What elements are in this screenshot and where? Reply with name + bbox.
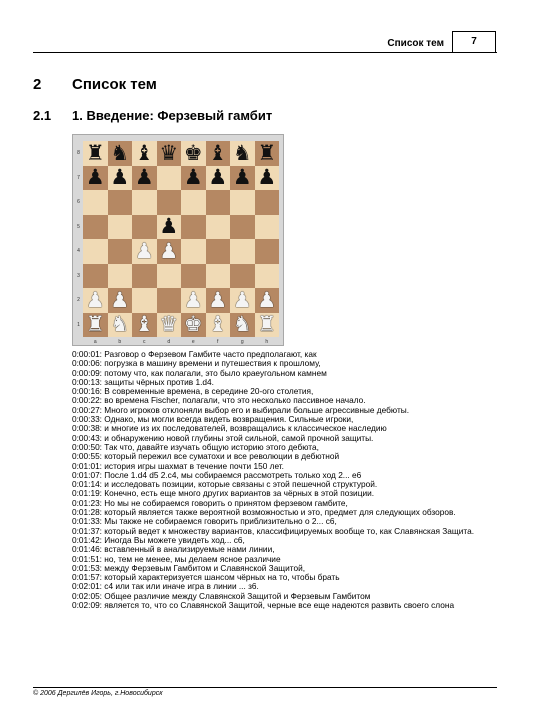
board-square: [181, 288, 206, 313]
section-number: 2.1: [33, 108, 52, 123]
board-square: [83, 239, 108, 264]
board-square: [108, 190, 133, 215]
black-pawn-icon: ♟: [85, 165, 105, 190]
transcript-line: 0:01:53: между Ферзевым Гамбитом и Славянской Защитой,: [72, 562, 306, 573]
black-rook-icon: ♜: [85, 140, 105, 165]
board-square: [83, 313, 108, 338]
transcript-line: 0:01:33: Мы также не собираемся говорить приблизительно о 2... c6,: [72, 516, 337, 527]
board-square: [157, 239, 182, 264]
board-square: [230, 190, 255, 215]
board-square: [230, 215, 255, 240]
black-pawn-icon: ♟: [208, 165, 228, 190]
rank-label: 6: [77, 199, 80, 205]
board-square: [181, 313, 206, 338]
footer-copyright: © 2006 Дергилёв Игорь, г.Новосибирск: [33, 690, 163, 697]
board-square: [108, 215, 133, 240]
black-king-icon: ♚: [183, 140, 203, 165]
transcript-line: 0:00:22: во времена Fischer, полагали, что это несколько пассивное начало.: [72, 395, 366, 406]
board-square: [157, 288, 182, 313]
board-square: [157, 215, 182, 240]
board-square: [230, 166, 255, 191]
board-square: [255, 215, 280, 240]
board-square: [132, 264, 157, 289]
white-queen-icon: ♛: [159, 312, 179, 337]
board-square: [157, 264, 182, 289]
rank-label: 7: [77, 174, 80, 181]
board-square: [255, 166, 280, 191]
file-label: e: [191, 339, 195, 345]
board-square: [230, 313, 255, 338]
board-square: [132, 313, 157, 338]
board-square: [255, 190, 280, 215]
white-bishop-icon: ♝: [208, 312, 228, 337]
board-square: [206, 141, 231, 166]
transcript-line: 0:00:01: Разговор о Ферзевом Гамбите часто предполагают, как: [72, 349, 317, 359]
board-square: [255, 239, 280, 264]
file-label: d: [167, 339, 171, 345]
white-pawn-icon: ♟: [183, 287, 203, 312]
rank-label: 5: [77, 223, 80, 230]
transcript-line: 0:01:14: и исследовать позиции, которые связаны с этой пешечной структурой.: [72, 479, 378, 490]
chess-board-diagram: [72, 134, 284, 346]
transcript-line: 0:01:42: Иногда Вы можете увидеть ход... c6,: [72, 534, 245, 545]
transcript-line: 0:00:13: защиты чёрных против 1.d4.: [72, 376, 214, 387]
black-pawn-icon: ♟: [110, 165, 130, 190]
transcript-line: 0:01:57: который характеризуется шансом чёрных на то, чтобы брать: [72, 572, 340, 583]
black-pawn-icon: ♟: [183, 165, 203, 190]
white-knight-icon: ♞: [110, 312, 130, 337]
transcript-line: 0:01:19: Конечно, есть еще много других вариантов за чёрных в этой позиции.: [72, 488, 375, 499]
board-square: [230, 141, 255, 166]
board-square: [206, 166, 231, 191]
transcript-line: 0:01:37: который ведет к множеству вариантов, классифицируемых вообще то, как Славянская Защита.: [72, 525, 474, 536]
board-square: [206, 215, 231, 240]
board-square: [157, 166, 182, 191]
black-pawn-icon: ♟: [257, 165, 277, 190]
board-square: [83, 215, 108, 240]
white-king-icon: ♚: [183, 312, 203, 337]
board-square: [181, 166, 206, 191]
transcript-line: 0:01:51: но, тем не менее, мы делаем ясное различие: [72, 553, 281, 564]
transcript-line: 0:00:38: и многие из их последователей, возвращались к классическое наследию: [72, 423, 387, 434]
black-bishop-icon: ♝: [208, 140, 228, 165]
rank-label: 4: [77, 248, 80, 254]
black-knight-icon: ♞: [232, 140, 252, 165]
chapter-number: 2: [33, 76, 42, 93]
chess-board: [83, 141, 279, 337]
transcript-line: 0:00:27: Много игроков отклоняли выбор его и выбирали больше агрессивные дебюты.: [72, 404, 410, 415]
transcript-line: 0:02:09: является то, что со Славянской Защитой, черные все еще надеются развить своего слона: [72, 600, 455, 611]
rank-label: 2: [77, 297, 80, 303]
black-pawn-icon: ♟: [232, 165, 252, 190]
section-title: 1. Введение: Ферзевый гамбит: [72, 108, 273, 123]
board-square: [181, 239, 206, 264]
chapter-title: Список тем: [72, 76, 157, 93]
transcript: [72, 350, 492, 610]
board-square: [206, 190, 231, 215]
transcript-line: 0:00:33: Однако, мы могли всегда видеть возвращения. Сильные игроки,: [72, 414, 354, 425]
board-square: [83, 288, 108, 313]
board-square: [230, 264, 255, 289]
board-square: [83, 166, 108, 191]
board-square: [83, 141, 108, 166]
transcript-line: 0:01:28: который является также вероятной возможностью и это, предмет для следующих обзоров.: [72, 507, 456, 518]
white-knight-icon: ♞: [232, 312, 252, 337]
white-pawn-icon: ♟: [134, 238, 154, 263]
board-square: [255, 313, 280, 338]
board-square: [83, 264, 108, 289]
white-pawn-icon: ♟: [208, 287, 228, 312]
file-label: g: [240, 339, 244, 345]
board-square: [230, 288, 255, 313]
board-square: [132, 166, 157, 191]
board-square: [132, 141, 157, 166]
transcript-line: 0:00:09: потому что, как полагали, это было краеугольном камнем: [72, 367, 327, 378]
file-label: b: [118, 339, 122, 345]
board-square: [157, 190, 182, 215]
white-pawn-icon: ♟: [257, 287, 277, 312]
black-queen-icon: ♛: [159, 140, 179, 165]
file-label: c: [143, 339, 146, 345]
board-square: [255, 288, 280, 313]
white-pawn-icon: ♟: [110, 287, 130, 312]
board-square: [132, 288, 157, 313]
board-square: [230, 239, 255, 264]
transcript-line: 0:00:55: который пережил все суматохи и все революции в дебютной: [72, 451, 340, 462]
board-square: [255, 141, 280, 166]
black-pawn-icon: ♟: [159, 214, 179, 239]
file-label: f: [217, 339, 219, 345]
rank-label: 3: [77, 272, 80, 279]
board-square: [108, 141, 133, 166]
board-square: [181, 264, 206, 289]
board-square: [206, 288, 231, 313]
header-rule: [33, 52, 497, 53]
transcript-line: 0:00:43: и обнаружению новой глубины этой сильной, самой прочной защиты.: [72, 432, 374, 443]
rank-label: 8: [77, 150, 80, 156]
board-square: [108, 239, 133, 264]
black-knight-icon: ♞: [110, 140, 130, 165]
black-pawn-icon: ♟: [134, 165, 154, 190]
board-square: [132, 190, 157, 215]
transcript-line: 0:01:46: вставленный в анализируемые нами линии,: [72, 544, 275, 555]
transcript-line: 0:00:06: погрузка в машину времени и путешествия к прошлому,: [72, 358, 321, 369]
board-square: [83, 190, 108, 215]
transcript-line: 0:00:16: В современные времена, в середине 20-ого столетия,: [72, 386, 314, 397]
board-square: [108, 166, 133, 191]
board-square: [181, 141, 206, 166]
black-rook-icon: ♜: [257, 140, 277, 165]
file-label: h: [265, 339, 269, 345]
board-square: [132, 215, 157, 240]
transcript-line: 0:01:23: Но мы не собираемся говорить о принятом ферзевом гамбите,: [72, 497, 348, 508]
white-bishop-icon: ♝: [134, 312, 154, 337]
board-square: [108, 288, 133, 313]
board-square: [206, 313, 231, 338]
board-square: [255, 264, 280, 289]
transcript-line: 0:02:05: Общее различие между Славянской Защитой и Ферзевым Гамбитом: [72, 590, 371, 601]
transcript-line: 0:01:01: история игры шахмат в течение почти 150 лет.: [72, 460, 284, 471]
transcript-line: 0:02:01: c4 или так или иначе игра в линии ... з6.: [72, 581, 259, 592]
board-square: [206, 239, 231, 264]
white-rook-icon: ♜: [85, 312, 105, 337]
white-rook-icon: ♜: [257, 312, 277, 337]
running-header-title: Список тем: [387, 38, 444, 49]
board-square: [181, 190, 206, 215]
board-square: [132, 239, 157, 264]
board-square: [157, 313, 182, 338]
rank-label: 1: [77, 321, 80, 328]
page-number: 7: [452, 31, 496, 53]
board-square: [206, 264, 231, 289]
black-bishop-icon: ♝: [134, 140, 154, 165]
transcript-line: 0:01:07: После 1.d4 d5 2.c4, мы собираемся рассмотреть только ход 2... e6: [72, 469, 362, 480]
white-pawn-icon: ♟: [159, 238, 179, 263]
board-square: [157, 141, 182, 166]
white-pawn-icon: ♟: [232, 287, 252, 312]
board-square: [181, 215, 206, 240]
file-label: a: [93, 339, 97, 345]
transcript-line: 0:00:50: Так что, давайте изучать общую историю этого дебюта,: [72, 441, 319, 452]
board-square: [108, 264, 133, 289]
white-pawn-icon: ♟: [85, 287, 105, 312]
board-square: [108, 313, 133, 338]
footer-rule: [33, 687, 497, 688]
